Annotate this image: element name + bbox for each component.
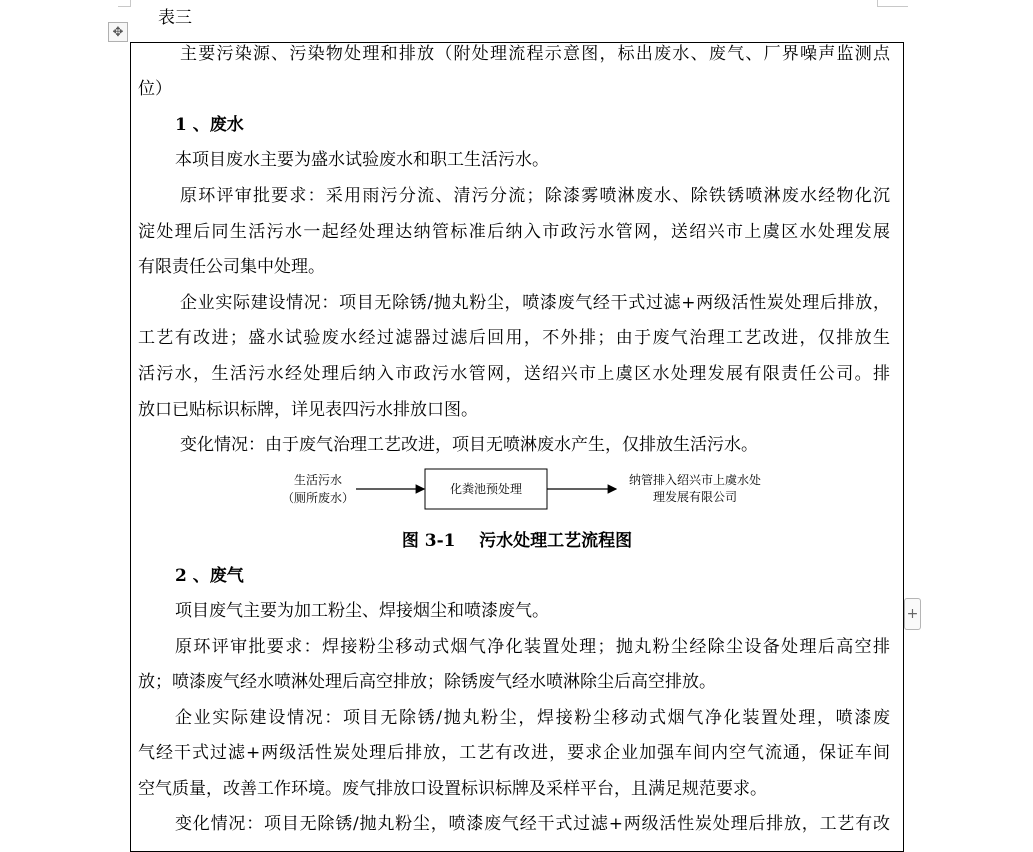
section-title-wastewater: 1 、废水 bbox=[175, 115, 244, 135]
figure-caption: 图 3-1 污水处理工艺流程图 bbox=[401, 531, 633, 551]
wastewater-flow-diagram bbox=[270, 462, 790, 518]
exhaust-para-2-line-2: 放；喷漆废气经水喷淋处理后高空排放；除锈废气经水喷淋除尘后高空排放。 bbox=[138, 672, 716, 692]
page-corner-mark-right bbox=[877, 0, 908, 7]
wastewater-para-3-line-3: 活污水，生活污水经处理后纳入市政污水管网，送绍兴市上虞区水处理发展有限责任公司。排 bbox=[138, 364, 890, 384]
plus-icon[interactable]: + bbox=[904, 598, 921, 630]
exhaust-para-3-line-2: 气经干式过滤+两级活性炭处理后排放，工艺有改进，要求企业加强车间内空气流通，保证车间 bbox=[138, 743, 890, 763]
exhaust-para-2-line-1: 原环评审批要求：焊接粉尘移动式烟气净化装置处理；抛丸粉尘经除尘设备处理后高空排 bbox=[175, 637, 890, 657]
wastewater-para-4: 变化情况：由于废气治理工艺改进，项目无喷淋废水产生，仅排放生活污水。 bbox=[180, 435, 758, 455]
flow-source-line-1: 生活污水 bbox=[293, 473, 343, 487]
wastewater-para-3-line-4: 放口已贴标识标牌，详见表四污水排放口图。 bbox=[138, 400, 478, 420]
move-icon[interactable]: ✥ bbox=[108, 22, 128, 42]
exhaust-para-1: 项目废气主要为加工粉尘、焊接烟尘和喷漆废气。 bbox=[175, 601, 549, 621]
wastewater-para-3-line-2: 工艺有改进；盛水试验废水经过滤器过滤后回用，不外排；由于废气治理工艺改进，仅排放生 bbox=[138, 328, 890, 348]
page-corner-mark-left bbox=[118, 0, 131, 7]
intro-line-2: 位） bbox=[138, 79, 172, 99]
flow-source-line-2: （厕所废水） bbox=[281, 491, 355, 505]
exhaust-para-4-line-1: 变化情况：项目无除锈/抛丸粉尘，喷漆废气经干式过滤+两级活性炭处理后排放，工艺有改 bbox=[175, 814, 890, 834]
wastewater-para-2-line-3: 有限责任公司集中处理。 bbox=[138, 257, 325, 277]
wastewater-para-3-line-1: 企业实际建设情况：项目无除锈/抛丸粉尘，喷漆废气经干式过滤+两级活性炭处理后排放， bbox=[180, 293, 890, 313]
wastewater-para-2-line-1: 原环评审批要求：采用雨污分流、清污分流；除漆雾喷淋废水、除铁锈喷淋废水经物化沉 bbox=[180, 186, 890, 206]
flow-process-label: 化粪池预处理 bbox=[449, 482, 523, 496]
flow-dest-line-1: 纳管排入绍兴市上虞水处 bbox=[628, 473, 762, 487]
exhaust-para-3-line-3: 空气质量，改善工作环境。废气排放口设置标识标牌及采样平台，且满足规范要求。 bbox=[138, 779, 767, 799]
intro-line-1: 主要污染源、污染物处理和排放（附处理流程示意图，标出废水、废气、厂界噪声监测点 bbox=[180, 44, 890, 64]
wastewater-para-2-line-2: 淀处理后同生活污水一起经处理达纳管标准后纳入市政污水管网，送绍兴市上虞区水处理发展 bbox=[138, 222, 890, 242]
table-label: 表三 bbox=[158, 8, 192, 28]
section-title-exhaust: 2 、废气 bbox=[175, 566, 244, 586]
exhaust-para-3-line-1: 企业实际建设情况：项目无除锈/抛丸粉尘，焊接粉尘移动式烟气净化装置处理，喷漆废 bbox=[175, 708, 890, 728]
flow-dest-line-2: 理发展有限公司 bbox=[652, 490, 738, 504]
wastewater-para-1: 本项目废水主要为盛水试验废水和职工生活污水。 bbox=[175, 150, 549, 170]
